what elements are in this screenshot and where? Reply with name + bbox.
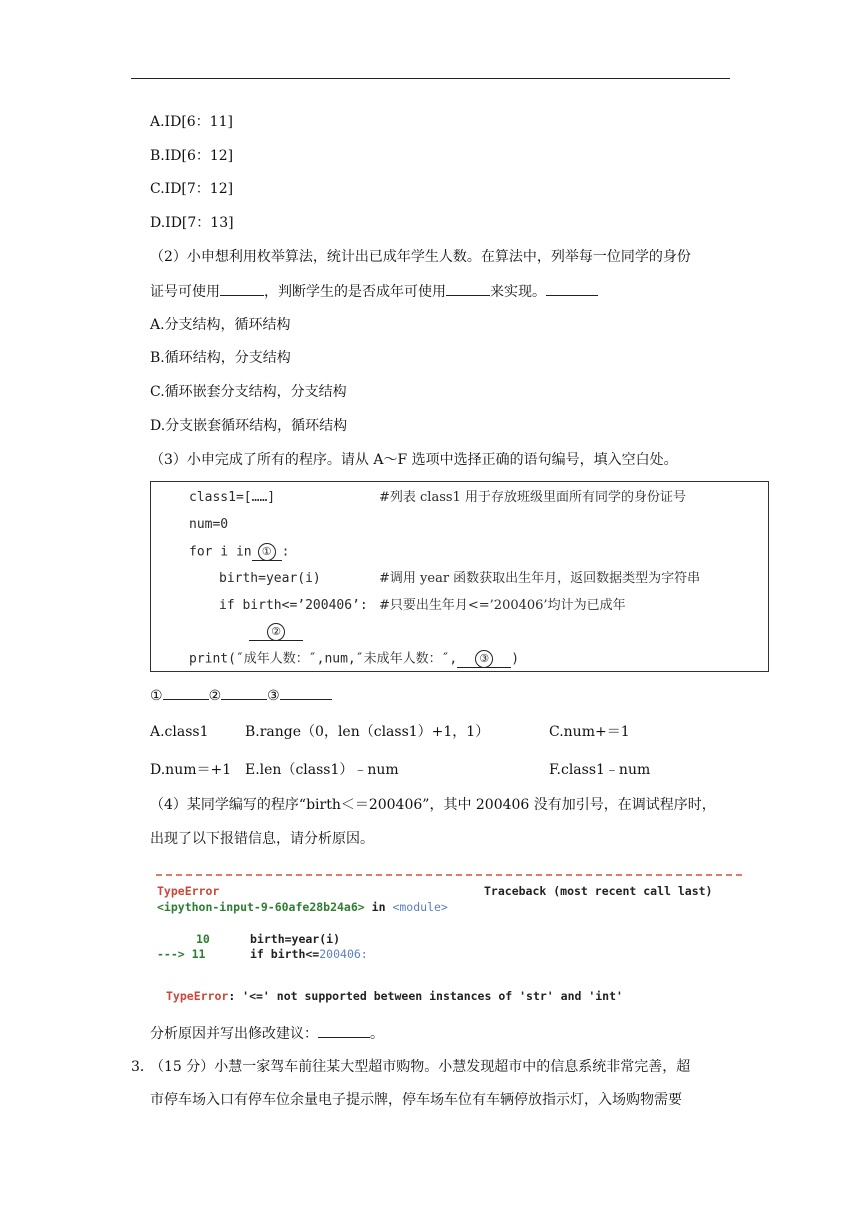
q1-option-b: B.ID[6：12] bbox=[150, 148, 234, 164]
error-message bbox=[166, 989, 623, 1004]
q3-option-e: E.len（class1）﹣num bbox=[245, 762, 399, 778]
q3-answer-blanks bbox=[150, 685, 332, 706]
q2-line2-a: 证号可使用 bbox=[150, 284, 220, 300]
q1-option-d: D.ID[7：13] bbox=[150, 215, 234, 231]
marker-label-2: ② bbox=[208, 688, 222, 704]
marker-2: ② bbox=[267, 623, 285, 641]
line-10-code: birth=year(i) bbox=[250, 932, 341, 946]
q4-line1: （4）某同学编写的程序“birth＜＝200406”，其中 200406 没有加引号，在调试程序时， bbox=[150, 797, 716, 813]
marker-label-3: ③ bbox=[267, 688, 280, 704]
code-line-6 bbox=[249, 623, 303, 642]
q2-option-d: D.分支嵌套循环结构，循环结构 bbox=[150, 418, 348, 434]
error-type: TypeError bbox=[166, 989, 229, 1003]
q3-option-b: B.range（0，len（class1）+1，1） bbox=[245, 724, 490, 740]
code-line-3 bbox=[189, 543, 289, 562]
code-line-7-pre: print(″成年人数：″,num,″未成年人数：″, bbox=[189, 651, 458, 667]
line-11-code bbox=[250, 947, 368, 962]
traceback-label: Traceback (most recent call last) bbox=[484, 884, 713, 898]
error-type-header: TypeError bbox=[157, 884, 220, 898]
code-box bbox=[150, 481, 769, 672]
line-11-code-a: if birth<= bbox=[250, 947, 320, 961]
code-line-1: class1=[……] bbox=[189, 490, 276, 505]
q2-option-b: B.循环结构，分支结构 bbox=[150, 350, 291, 366]
q2-line2-b: ，判断学生的是否成年可使用 bbox=[264, 284, 446, 300]
q5-line2: 市停车场入口有停车位余量电子提示牌，停车场车位有车辆停放指示灯，入场购物需要 bbox=[150, 1092, 682, 1108]
error-divider bbox=[156, 874, 742, 876]
code-line-4: birth=year(i) bbox=[219, 571, 321, 586]
q4-analysis bbox=[150, 1023, 384, 1044]
q2-line2 bbox=[150, 281, 598, 302]
q5-number: 3． bbox=[131, 1059, 154, 1075]
marker-label-1: ① bbox=[150, 688, 163, 704]
q3-option-f: F.class1﹣num bbox=[549, 762, 651, 778]
q3-option-a: A.class1 bbox=[150, 724, 209, 740]
q4-analysis-end: 。 bbox=[370, 1026, 384, 1042]
code-comment-1: #列表 class1 用于存放班级里面所有同学的身份证号 bbox=[379, 490, 686, 505]
header-rule bbox=[131, 78, 730, 79]
module-ref: <module> bbox=[392, 900, 448, 914]
q2-line1: （2）小申想利用枚举算法，统计出已成年学生人数。在算法中，列举每一位同学的身份 bbox=[150, 249, 691, 265]
code-comment-4: #调用 year 函数获取出生年月，返回数据类型为字符串 bbox=[379, 571, 701, 586]
input-ref: <ipython-input-9-60afe28b24a6> bbox=[157, 900, 365, 914]
q4-analysis-text: 分析原因并写出修改建议： bbox=[150, 1026, 318, 1042]
error-screenshot bbox=[150, 866, 750, 1012]
code-line-3-pre: for i in bbox=[189, 544, 252, 560]
blank-3 bbox=[457, 652, 511, 668]
q3-option-d: D.num＝+1 bbox=[150, 762, 232, 778]
code-comment-5: #只要出生年月<=’200406’均计为已成年 bbox=[379, 598, 626, 613]
answer-blank bbox=[280, 685, 332, 700]
answer-blank bbox=[546, 281, 598, 296]
q5-line1: （15 分）小慧一家驾车前往某大型超市购物。小慧发现超市中的信息系统非常完善，超 bbox=[150, 1059, 691, 1075]
q2-option-c: C.循环嵌套分支结构，分支结构 bbox=[150, 384, 347, 400]
q4-line2: 出现了以下报错信息，请分析原因。 bbox=[150, 831, 374, 847]
code-line-7-post: ) bbox=[511, 651, 520, 667]
error-arrow: ---> 11 bbox=[157, 947, 206, 961]
code-line-7 bbox=[189, 650, 519, 669]
blank-2 bbox=[249, 625, 303, 641]
blank-1 bbox=[252, 545, 282, 561]
q2-option-a: A.分支结构，循环结构 bbox=[150, 317, 291, 333]
q2-line2-c: 来实现。 bbox=[490, 284, 546, 300]
line-number-10: 10 bbox=[196, 932, 210, 946]
code-line-2: num=0 bbox=[189, 517, 229, 532]
code-line-5: if birth<=’200406’: bbox=[219, 598, 368, 613]
in-word: in bbox=[371, 900, 386, 914]
marker-3: ③ bbox=[475, 650, 493, 668]
line-11-code-b: 200406: bbox=[319, 947, 368, 961]
marker-1: ① bbox=[258, 543, 276, 561]
answer-blank bbox=[446, 281, 490, 296]
answer-blank bbox=[221, 685, 267, 700]
traceback-location bbox=[157, 900, 448, 915]
answer-blank bbox=[220, 281, 264, 296]
q3-intro: （3）小申完成了所有的程序。请从 A～F 选项中选择正确的语句编号，填入空白处。 bbox=[150, 452, 678, 468]
answer-blank bbox=[163, 685, 209, 700]
q1-option-c: C.ID[7：12] bbox=[150, 181, 234, 197]
q1-option-a: A.ID[6：11] bbox=[150, 114, 233, 130]
error-text: : '<=' not supported between instances of 'str' and 'int' bbox=[228, 989, 623, 1003]
answer-blank bbox=[318, 1023, 370, 1038]
code-line-3-post: : bbox=[281, 544, 290, 560]
q3-option-c: C.num+＝1 bbox=[549, 724, 630, 740]
